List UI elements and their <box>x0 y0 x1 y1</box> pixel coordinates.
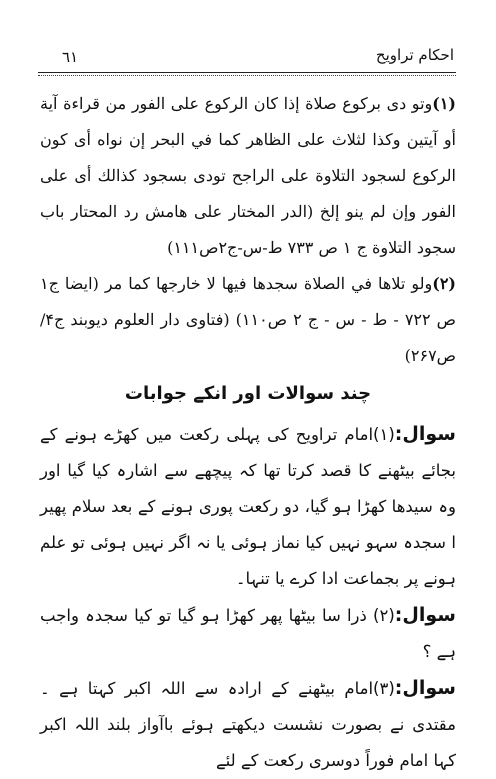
header-dotted-rule <box>38 75 456 76</box>
page-number: ٦١ <box>62 48 79 66</box>
footnote-1 <box>40 86 456 266</box>
page-body <box>40 86 456 779</box>
page-header <box>38 46 456 72</box>
footnote-text: وتو دى بركوع صلاة إذا كان الركوع على الفور من قراءة آية أو آيتين وكذا لثلاث على الظاهر كما في البحر إن نواه أى كون الركوع لسجود التلاوة على الراجح تودى بسجود كذالك أى على الفور وإن لم ينو إلخ (الدر المختار على هامش رد المحتار باب سجود التلاوة ج ۱ ص ۷۳۳ ط-س-ج۲ص۱۱۱) <box>40 94 456 257</box>
question-text: (۱)امام تراویح کی پہلی رکعت میں کھڑے ہونے کے بجائے بیٹھنے کا قصد کرتا تھا کہ پیچھے سے اشارہ کیا گیا اور وہ سیدھا کھڑا ہو گیا، دو رکعت پوری ہونے کے بعد سلام پھیر ا سجدہ سہو نہیں کیا نماز ہوئی یا نہ اگر نہیں ہوئی تو علم ہونے پر بجماعت ادا کرے یا تنہا۔ <box>40 425 456 588</box>
question-label: سوال: <box>394 677 456 699</box>
question-label: سوال: <box>394 423 456 445</box>
footnote-text: ولو تلاها في الصلاة سجدها فيها لا خارجها كما مر (ايضا ج۱ ص ۷۲۲ - ط - س - ج ۲ ص۱۱۰) (فتاوی دار العلوم دیوبند ج۴/ص۲۶۷) <box>40 274 456 365</box>
running-title: احکام تراویح <box>375 46 454 64</box>
question-3 <box>40 670 456 779</box>
footnote-2 <box>40 266 456 374</box>
question-text: (۳)امام بیٹھنے کے ارادہ سے اللہ اکبر کہتا ہے ۔ مقتدی نے بصورت نشست دیکھتے ہوئے باآواز بلند اللہ اکبر کہا امام فوراً دوسری رکعت کے لئے <box>40 679 456 770</box>
question-label: سوال: <box>394 604 456 626</box>
question-1 <box>40 416 456 597</box>
section-heading: چند سوالات اور انکے جوابات <box>124 383 372 404</box>
footnote-marker: (۲) <box>432 274 456 293</box>
header-rule <box>38 72 456 73</box>
question-2 <box>40 597 456 670</box>
question-text: (۲) ذرا سا بیٹھا پھر کھڑا ہو گیا تو کیا سجدہ واجب ہے ؟ <box>40 606 456 661</box>
footnote-marker: (۱) <box>432 94 456 113</box>
